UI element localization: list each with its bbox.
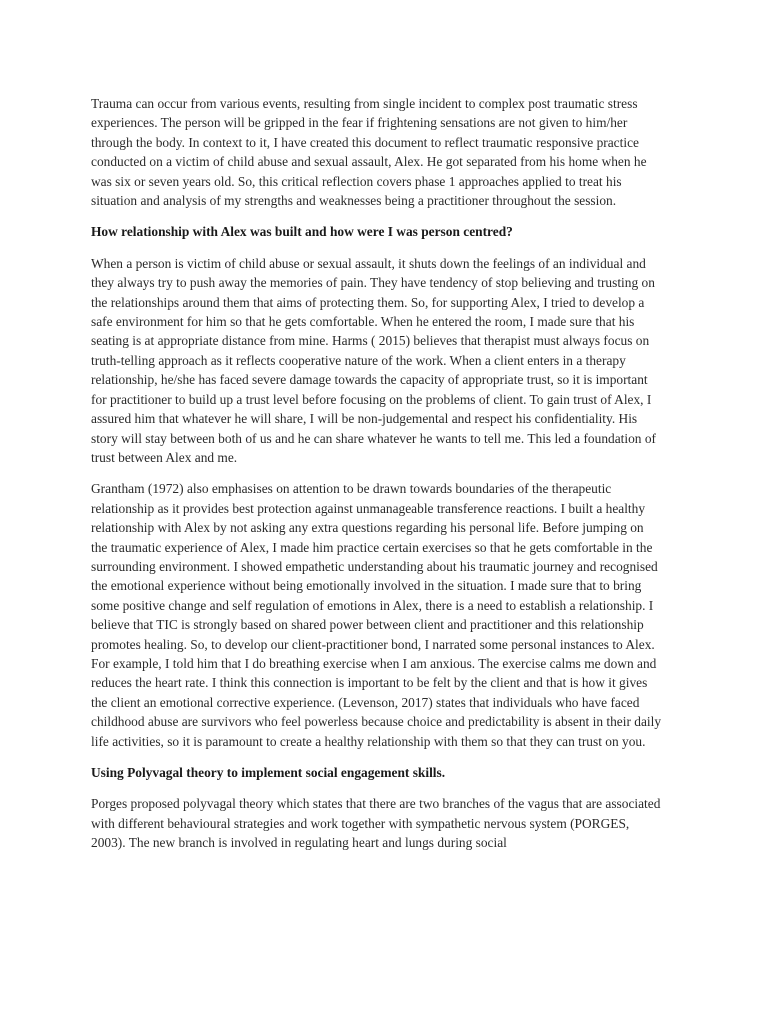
polyvagal-paragraph: Porges proposed polyvagal theory which states that there are two branches of the vagus that are associated with different behavioural strategies and work together with sympathetic nervous system (PORGES, 2003). The new branch is involved in regulating heart and lungs during social bbox=[91, 796, 661, 851]
relationship-paragraph-2: Grantham (1972) also emphasises on attention to be drawn towards boundaries of the therapeutic relationship as it provides best protection against unmanageable transference reactions. I built a healthy relationship with Alex by not asking any extra questions regarding his personal life. Before jumping on the traumatic experience of Alex, I made him practice certain exercises so that he gets comfortable in the surrounding environment. I showed empathetic understanding about his traumatic journey and recognised the emotional experience without being emotionally involved in the situation. I made sure that to bring some positive change and self regulation of emotions in Alex, there is a need to establish a relationship. I believe that TIC is strongly based on shared power between client and practitioner and this relationship promotes healing. So, to develop our client-practitioner bond, I narrated some personal instances to Alex. For example, I told him that I do breathing exercise when I am anxious. The exercise calms me down and reduces the heart rate. I think this connection is important to be felt by the client and that is how it gives the client an emotional corrective experience. (Levenson, 2017) states that individuals who have faced childhood abuse are survivors who feel powerless because choice and predictability is absent in their daily life activities, so it is paramount to create a healthy relationship with them so that they can trust on you. bbox=[91, 481, 662, 749]
document-body bbox=[91, 94, 663, 865]
section-heading-polyvagal: Using Polyvagal theory to implement social engagement skills. bbox=[91, 765, 446, 780]
section-heading-relationship: How relationship with Alex was built and how were I was person centred? bbox=[91, 224, 513, 240]
relationship-paragraph-1: When a person is victim of child abuse or sexual assault, it shuts down the feelings of an individual and they always try to push away the memories of pain. They have tendency of stop believing and trusting on the relationships around them that aims of protecting them. So, for supporting Alex, I tried to develop a safe environment for him so that he gets comfortable. When he entered the room, I made sure that his seating is at appropriate distance from mine. Harms ( 2015) believes that therapist must always focus on truth-telling approach as it reflects cooperative nature of the work. When a client enters in a therapy relationship, he/she has faced severe damage towards the capacity of appropriate trust, so it is important for practitioner to build up a trust level before focusing on the problems of client. To gain trust of Alex, I assured him that whatever he will share, I will be non-judgemental and respect his confidentiality. His story will stay between both of us and he can share whatever he wants to tell me. This led a foundation of trust between Alex and me. bbox=[91, 255, 656, 465]
intro-paragraph: Trauma can occur from various events, resulting from single incident to complex post traumatic stress experiences. The person will be gripped in the fear if frightening sensations are not given to him/her through the body. In context to it, I have created this document to reflect traumatic responsive practice conducted on a victim of child abuse and sexual assault, Alex. He got separated from his home when he was six or seven years old. So, this critical reflection covers phase 1 approaches applied to treat his situation and analysis of my strengths and weaknesses being a practitioner throughout the session. bbox=[91, 96, 647, 209]
